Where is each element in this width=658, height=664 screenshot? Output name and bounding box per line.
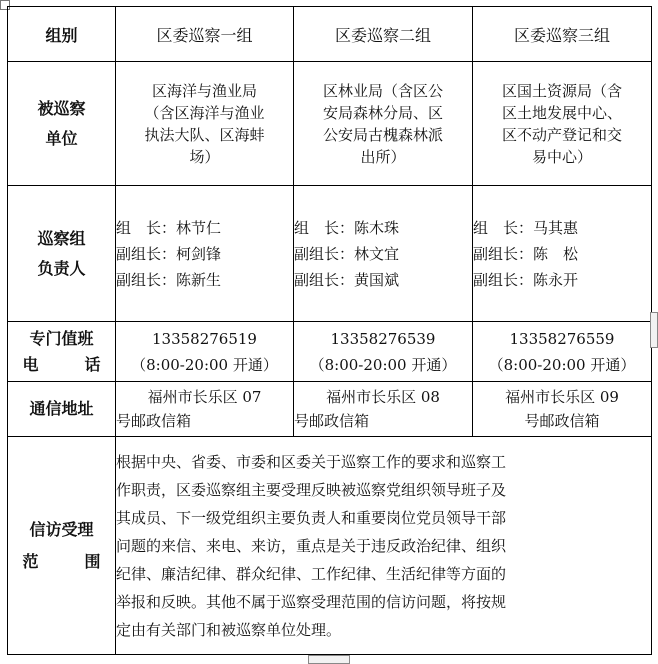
group-2-leaders xyxy=(294,186,473,322)
group-1-header xyxy=(116,7,294,62)
scope-label-char: 围 xyxy=(84,551,101,571)
phone-number: 13358276539 xyxy=(330,329,436,348)
leader-line: 副组长：陈新生 xyxy=(116,270,222,289)
group-1-phone xyxy=(116,322,294,382)
scope-text-line: 根据中央、省委、市委和区委关于巡察工作的要求和巡察工 xyxy=(116,452,507,471)
phone-label-line: 专门值班 xyxy=(29,328,94,348)
phone-number: 13358276519 xyxy=(152,329,257,348)
phone-hours: （8:00-20:00 开通） xyxy=(488,355,636,374)
unit-line: 区土地发展中心、 xyxy=(501,103,622,122)
group-3-leaders xyxy=(473,186,652,322)
table-header-row xyxy=(8,7,652,62)
address-row xyxy=(8,382,652,437)
unit-line: 场） xyxy=(189,147,220,166)
scope-text-line: 定由有关部门和被巡察单位处理。 xyxy=(116,620,342,639)
address-line: 号邮政信箱 xyxy=(294,412,370,430)
group-2-units xyxy=(294,62,473,186)
leader-line: 副组长：柯剑锋 xyxy=(116,244,222,263)
leader-line: 副组长：陈 松 xyxy=(473,244,579,263)
group-1-address xyxy=(116,382,294,437)
scope-text-line: 纪律、廉洁纪律、群众纪律、工作纪律、生活纪律等方面的 xyxy=(116,564,507,583)
leader-line: 组 长：马其惠 xyxy=(473,218,579,237)
unit-line: 区不动产登记和交 xyxy=(501,125,622,144)
scope-row xyxy=(8,437,652,655)
group-3-units xyxy=(473,62,652,186)
scope-text-line: 其成员、下一级党组织主要负责人和重要岗位党员领导干部 xyxy=(116,508,507,527)
scope-text-line: 举报和反映。其他不属于巡察受理范围的信访问题，将按规 xyxy=(116,592,507,611)
phone-hours: （8:00-20:00 开通） xyxy=(131,355,278,374)
scope-label-line: 信访受理 xyxy=(29,519,94,539)
unit-line: 区海洋与渔业局 xyxy=(151,81,257,100)
leaders-label-cell xyxy=(8,186,116,322)
row-resize-handle[interactable] xyxy=(308,655,350,664)
address-line: 号邮政信箱 xyxy=(116,412,192,430)
group-3-address xyxy=(473,382,652,437)
leaders-row xyxy=(8,186,652,322)
column-resize-handle[interactable] xyxy=(650,312,658,348)
group-1-leaders xyxy=(116,186,294,322)
units-label-line: 被巡察 xyxy=(37,98,86,118)
leader-line: 副组长：林文宜 xyxy=(294,244,400,263)
units-label-line: 单位 xyxy=(45,128,78,148)
scope-text-line: 作职责，区委巡察组主要受理反映被巡察党组织领导班子及 xyxy=(116,480,507,499)
phone-hours: （8:00-20:00 开通） xyxy=(309,355,457,374)
group-2-header xyxy=(294,7,473,62)
inspection-table xyxy=(7,6,652,655)
group-1-name: 区委巡察一组 xyxy=(156,25,253,45)
unit-line: 区国土资源局（含 xyxy=(501,81,622,100)
scope-label-line xyxy=(23,546,101,578)
group-2-address xyxy=(294,382,473,437)
leaders-label-line: 巡察组 xyxy=(37,228,86,248)
phone-label-line xyxy=(23,352,101,378)
unit-line: （含区海洋与渔业 xyxy=(144,103,265,122)
scope-label-cell xyxy=(8,437,116,655)
group-3-name: 区委巡察三组 xyxy=(513,25,610,45)
address-label: 通信地址 xyxy=(29,399,94,418)
phone-label-char: 话 xyxy=(84,354,101,374)
phone-label-char: 电 xyxy=(22,354,39,374)
group-2-name: 区委巡察二组 xyxy=(334,25,431,45)
unit-line: 区林业局（含区公 xyxy=(322,81,443,100)
leader-line: 组 长：陈木珠 xyxy=(294,218,400,237)
leader-line: 组 长：林节仁 xyxy=(116,218,222,237)
leader-line: 副组长：陈永开 xyxy=(473,270,579,289)
unit-line: 安局森林分局、区 xyxy=(322,103,443,122)
address-line: 福州市长乐区 07 xyxy=(147,388,262,406)
phone-label-cell xyxy=(8,322,116,382)
address-label-cell xyxy=(8,382,116,437)
group-2-phone xyxy=(294,322,473,382)
group-3-header xyxy=(473,7,652,62)
group-1-units xyxy=(116,62,294,186)
group-3-phone xyxy=(473,322,652,382)
phone-row xyxy=(8,322,652,382)
header-label: 组别 xyxy=(45,25,78,45)
header-label-cell xyxy=(8,7,116,62)
unit-line: 易中心） xyxy=(531,147,592,166)
scope-text-line: 问题的来信、来电、来访，重点是关于违反政治纪律、组织 xyxy=(116,536,507,555)
scope-label-char: 范 xyxy=(22,551,39,571)
leader-line: 副组长：黄国斌 xyxy=(294,270,400,289)
phone-number: 13358276559 xyxy=(509,329,615,348)
address-line: 号邮政信箱 xyxy=(524,412,600,430)
scope-text-cell xyxy=(116,437,652,655)
unit-line: 出所） xyxy=(360,147,406,166)
address-line: 福州市长乐区 09 xyxy=(505,388,619,406)
units-row xyxy=(8,62,652,186)
unit-line: 公安局古槐森林派 xyxy=(322,125,443,144)
address-line: 福州市长乐区 08 xyxy=(326,388,440,406)
units-label-cell xyxy=(8,62,116,186)
unit-line: 执法大队、区海蚌 xyxy=(144,125,265,144)
leaders-label-line: 负责人 xyxy=(37,258,86,278)
